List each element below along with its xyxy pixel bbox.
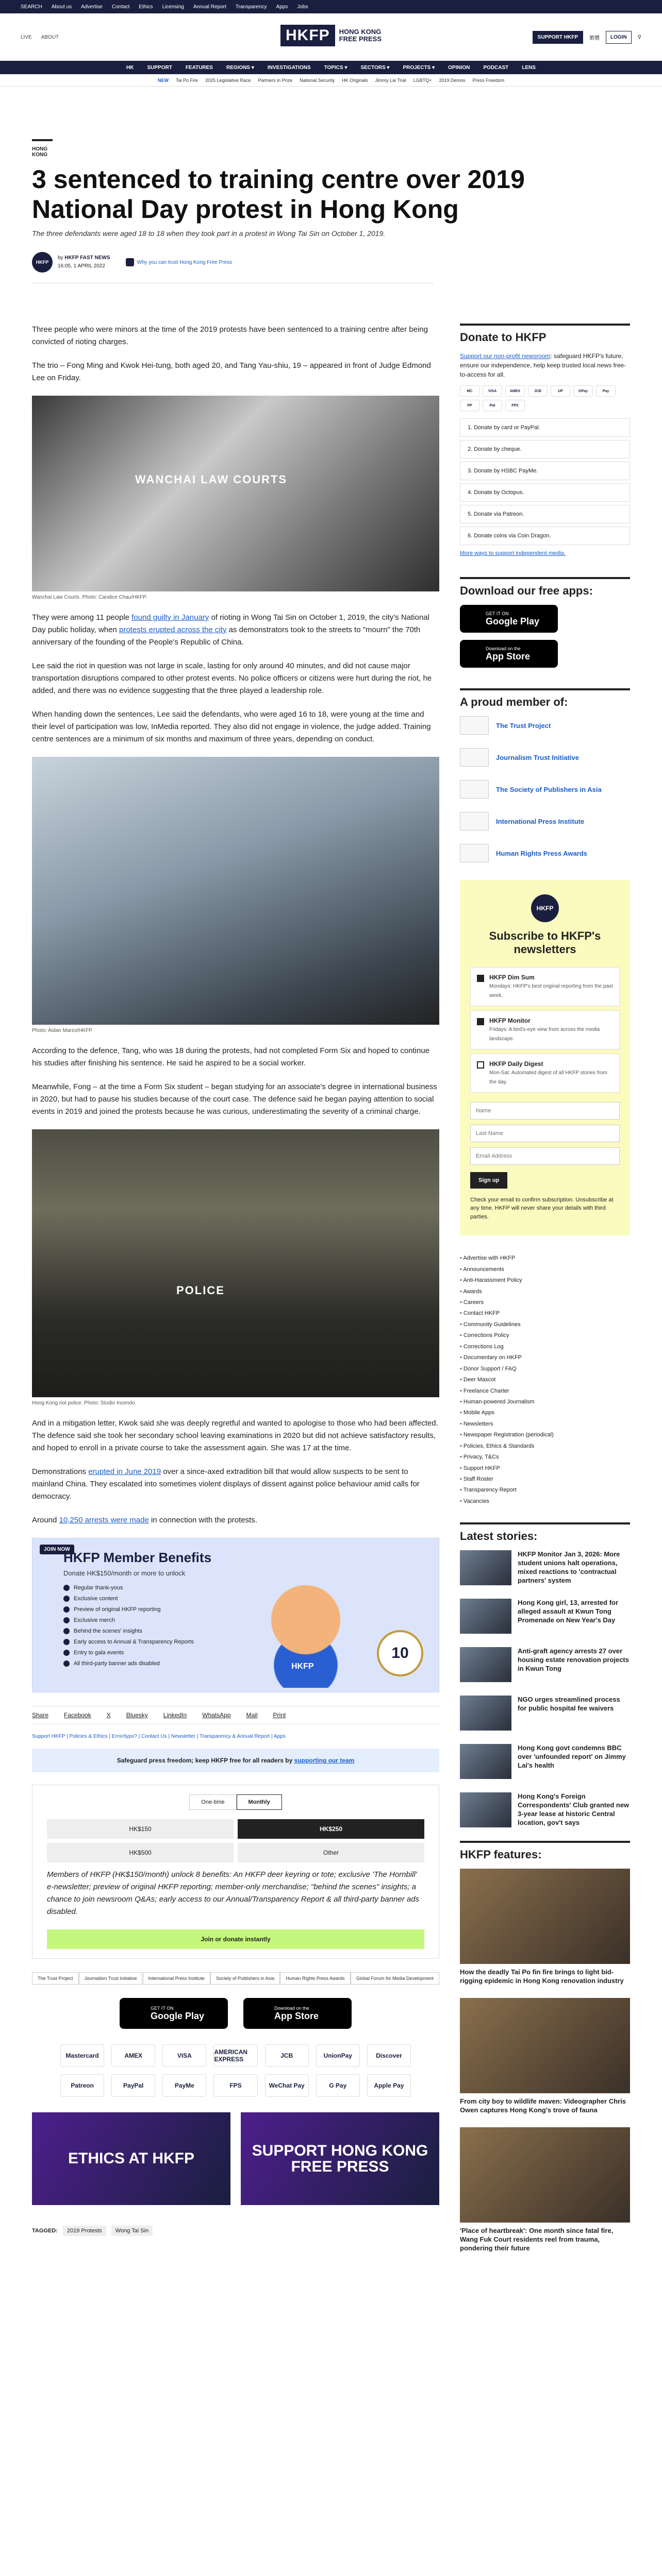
header-link-about[interactable]: ABOUT xyxy=(41,34,59,40)
header-right xyxy=(533,31,641,44)
article-subtitle: The three defendants were aged 18 to 18 when they took part in a protest in Wong Tai Sin on October 1, 2019. xyxy=(32,229,386,238)
logo-wordmark xyxy=(339,28,382,43)
trending-item-1[interactable]: 2025 Legislative Race xyxy=(205,77,251,83)
payment-logo: PayPal xyxy=(111,2074,155,2097)
paragraph-8: And in a mitigation letter, Kwok said she was deeply regretful and wanted to apologise to those who had been affected. The defence said she took her secondary school leaving examinations in 2020 but did not achieve satisfactory results, and hoped to enroll in a private course to take the assessment again. She was 17 at the time. xyxy=(32,1419,438,1452)
donate-option[interactable]: 6. Donate coins via Coin Dragon. xyxy=(460,527,630,545)
member-org[interactable] xyxy=(460,716,630,735)
article-title: 3 sentenced to training centre over 2019 National Day protest in Hong Kong xyxy=(32,165,525,224)
nav-item-support[interactable]: SUPPORT xyxy=(147,64,172,71)
share-x[interactable]: X xyxy=(106,1711,111,1719)
last-name-input[interactable] xyxy=(470,1125,620,1142)
topbar-item-5[interactable]: Licensing xyxy=(162,4,184,10)
sidebar-link[interactable]: • Transparency Report xyxy=(460,1485,630,1496)
press-affiliations xyxy=(32,1972,439,1985)
sidebar-link[interactable]: • Community Guidelines xyxy=(460,1319,630,1330)
main-nav xyxy=(0,61,662,74)
story-headline[interactable]: Hong Kong govt condemns BBC over 'unfounded report' on Jimmy Lai's health xyxy=(518,1744,626,1770)
newsletter-desc: Mon-Sat: Automated digest of all HKFP stories from the day. xyxy=(489,1070,607,1085)
affiliation-logo[interactable]: Journalism Trust Initiative xyxy=(79,1972,143,1985)
affiliation-logo[interactable]: Global Forum for Media Development xyxy=(351,1972,439,1985)
trending-new-badge: NEW xyxy=(157,77,169,83)
topbar-item-9[interactable]: Jobs xyxy=(297,4,308,10)
story-thumbnail[interactable] xyxy=(460,1647,511,1682)
share-bluesky[interactable]: Bluesky xyxy=(126,1711,148,1719)
donate-option[interactable]: 2. Donate by cheque. xyxy=(460,440,630,459)
donate-widget xyxy=(32,1785,439,1959)
trust-link[interactable] xyxy=(126,258,233,266)
story-thumbnail[interactable] xyxy=(460,1696,511,1731)
p3-text-c: as demonstrators took to the streets to "mourn" the 70th anniversary of the founding of the People's Republic of China. xyxy=(32,625,421,647)
sidebar-app-buttons xyxy=(460,605,630,668)
trending-item-6[interactable]: LGBTQ+ xyxy=(413,77,432,83)
payment-logo: G Pay xyxy=(316,2074,360,2097)
trending-item-0[interactable]: Tai Po Fire xyxy=(175,77,198,83)
safeguard-link[interactable]: supporting our team xyxy=(294,1757,355,1764)
language-switch[interactable]: 繁體 xyxy=(589,35,600,41)
site-logo[interactable] xyxy=(280,25,382,46)
story-thumbnail[interactable] xyxy=(460,1599,511,1634)
affiliation-logo[interactable]: Society of Publishers in Asia xyxy=(210,1972,280,1985)
tag-item[interactable]: 2019 Protests xyxy=(63,2226,106,2236)
newsletter-heading: Subscribe to HKFP's newsletters xyxy=(489,929,601,956)
newsletter-logo: HKFP xyxy=(531,894,559,922)
card-icon: FPS xyxy=(505,400,525,411)
donate-option[interactable]: 4. Donate by Octopus. xyxy=(460,483,630,502)
paragraph-2: The trio – Fong Ming and Kwok Hei-tung, both aged 20, and Tang Yau-shiu, 19 – appeared in front of Judge Edmond Lee on Friday. xyxy=(32,361,431,382)
safeguard-text: Safeguard press freedom; keep HKFP free for all readers by xyxy=(117,1757,294,1764)
story-headline[interactable]: Anti-graft agency arrests 27 over housing estate renovation projects in Kwun Tong xyxy=(518,1647,629,1673)
byline-meta xyxy=(58,254,110,270)
photo-police-text: POLICE xyxy=(176,1284,225,1297)
paragraph-3 xyxy=(32,612,439,649)
article-tags xyxy=(32,2226,439,2236)
freq-monthly[interactable]: Monthly xyxy=(237,1794,282,1810)
benefit-item: Exclusive content xyxy=(63,1596,194,1602)
logo-line-1: HONG KONG xyxy=(339,27,382,36)
story-headline[interactable]: Hong Kong's Foreign Correspondents' Club granted new 3-year lease at historic Central location, gov't says xyxy=(518,1792,630,1827)
feature-image[interactable] xyxy=(460,1869,630,1964)
paragraph-6: According to the defence, Tang, who was 18 during the protests, had not completed Form Six and hoped to continue his studies after finishing his sentence. He said he aspired to be a social worker. xyxy=(32,1046,430,1067)
sidebar-link[interactable]: • Support HKFP xyxy=(460,1463,630,1474)
feature-image[interactable] xyxy=(460,2127,630,2223)
payment-logo: AMEX xyxy=(111,2044,155,2067)
feature-image[interactable] xyxy=(460,1998,630,2093)
p3-text-a: They were among 11 people xyxy=(32,613,132,622)
join-now-badge[interactable]: JOIN NOW xyxy=(40,1545,74,1554)
org-logo-icon xyxy=(460,780,489,799)
share-mail[interactable]: Mail xyxy=(246,1711,258,1719)
story-thumbnail[interactable] xyxy=(460,1744,511,1779)
trending-item-2[interactable]: Partners in Prize xyxy=(258,77,293,83)
p10-text-b: in connection with the protests. xyxy=(148,1516,257,1524)
payment-logo: AMERICAN EXPRESS xyxy=(213,2044,257,2067)
trust-link-label: Why you can trust Hong Kong Free Press xyxy=(137,259,233,265)
amount-option-other[interactable]: Other xyxy=(238,1843,424,1862)
store-name: App Store xyxy=(486,651,531,662)
benefit-item: Entry to gala events xyxy=(63,1650,194,1656)
sidebar-link[interactable]: • Mobile Apps xyxy=(460,1408,630,1418)
sidebar-link[interactable]: • Corrections Policy xyxy=(460,1330,630,1341)
feature-headline[interactable]: From city boy to wildlife maven: Videographer Chris Owen captures Hong Kong's trove of fauna xyxy=(460,2097,626,2114)
member-heading: A proud member of: xyxy=(460,688,630,709)
safeguard-banner xyxy=(32,1749,439,1772)
store-name: App Store xyxy=(274,2010,319,2021)
org-logo-icon xyxy=(460,716,489,735)
donation-frequency xyxy=(47,1794,424,1810)
payment-logo: FPS xyxy=(213,2074,257,2097)
paragraph-7: Meanwhile, Fong – at the time a Form Six student – began studying for an associate's degree in international business in 2020, but had to pause his studies because of the court case. The defence said he began paying attention to social events in 2019 and joined the protests because he was curious, underestimating the severity of a criminal charge. xyxy=(32,1082,437,1116)
signup-button[interactable]: Sign up xyxy=(470,1172,507,1189)
link-protests-erupted[interactable]: protests erupted across the city xyxy=(119,625,227,634)
sidebar-link[interactable]: • Anti-Harassment Policy xyxy=(460,1275,630,1286)
freq-one-time[interactable]: One-time xyxy=(189,1794,236,1810)
sidebar xyxy=(460,324,630,2265)
benefit-item: All third-party banner ads disabled xyxy=(63,1660,194,1667)
latest-story[interactable] xyxy=(460,1792,630,1827)
newsletter-note: Check your email to confirm subscription. Unsubscribe at any time. HKFP will never share your details with third parties. xyxy=(470,1196,614,1220)
store-top-text: Download on the xyxy=(274,2005,309,2011)
sidebar-link[interactable]: • Staff Roster xyxy=(460,1474,630,1485)
sidebar-link[interactable]: • Contact HKFP xyxy=(460,1308,630,1319)
feature-headline[interactable]: How the deadly Tai Po fin fire brings to light bid-rigging epidemic in Hong Kong renovation industry xyxy=(460,1968,624,1985)
app-store-buttons xyxy=(32,1998,439,2029)
sidebar-link[interactable]: • Freelance Charter xyxy=(460,1386,630,1397)
nav-item-investigations[interactable]: INVESTIGATIONS xyxy=(267,64,311,71)
deer-shirt-text: HKFP xyxy=(291,1662,314,1671)
ethics-promo[interactable]: ETHICS AT HKFP xyxy=(32,2112,230,2205)
nav-item-features[interactable]: FEATURES xyxy=(185,64,213,71)
benefit-item: Early access to Annual & Transparency Reports xyxy=(63,1639,194,1645)
article-body xyxy=(32,324,439,2236)
topbar-item-1[interactable]: About us xyxy=(51,4,72,10)
latest-heading: Latest stories: xyxy=(460,1522,630,1543)
author-name[interactable]: HKFP FAST NEWS xyxy=(64,255,110,261)
payment-logo: Mastercard xyxy=(60,2044,104,2067)
paragraph-1: Three people who were minors at the time of the 2019 protests have been sentenced to a training centre after being convicted of rioting charges. xyxy=(32,325,428,346)
payment-logo: PayMe xyxy=(162,2074,206,2097)
trending-bar xyxy=(0,74,662,87)
nav-item-podcast[interactable]: PODCAST xyxy=(483,64,509,71)
card-icon: PP xyxy=(460,400,479,411)
card-icon: Pay xyxy=(596,385,616,397)
org-logo-icon xyxy=(460,748,489,767)
article-byline xyxy=(32,252,434,283)
topbar-item-6[interactable]: Annual Report xyxy=(193,4,226,10)
sidebar-link[interactable]: • Newspaper Registration (periodical) xyxy=(460,1430,630,1440)
donation-amounts xyxy=(47,1819,424,1862)
photo-1-caption: Wanchai Law Courts. Photo: Candice Chau/HKFP. xyxy=(32,595,147,600)
sidebar-link[interactable]: • Awards xyxy=(460,1286,630,1297)
donate-option[interactable]: 5. Donate via Patreon. xyxy=(460,505,630,523)
card-icon: Pat xyxy=(483,400,502,411)
p9-text-b: over a since-axed extradition bill that would allow suspects to be sent to mainland China. They escalated into sometimes violent displays of dissent against police behaviour amid calls for democracy. xyxy=(32,1467,420,1501)
share-label: Share xyxy=(32,1711,49,1719)
email-input[interactable] xyxy=(470,1147,620,1165)
amount-option[interactable]: HK$150 xyxy=(47,1819,234,1839)
logo-mark: HKFP xyxy=(280,25,335,46)
benefit-item: Preview of original HKFP reporting xyxy=(63,1606,194,1613)
nav-item-sectors[interactable]: SECTORS ▾ xyxy=(360,64,390,71)
store-name: Google Play xyxy=(486,616,540,626)
more-ways-link[interactable]: More ways to support independent media. xyxy=(460,550,566,556)
story-headline[interactable]: HKFP Monitor Jan 3, 2026: More student unions halt operations, mixed reactions to 'contractual partners' system xyxy=(518,1550,620,1585)
card-icon: UP xyxy=(551,385,570,397)
payment-logo: Patreon xyxy=(60,2074,104,2097)
photo-2-caption: Photo: Aidan Marzo/HKFP. xyxy=(32,1028,93,1033)
logo-line-2: FREE PRESS xyxy=(339,35,382,43)
trending-item-7[interactable]: 2019 Demos xyxy=(439,77,466,83)
nav-item-opinion[interactable]: OPINION xyxy=(448,64,470,71)
newsletter-option[interactable] xyxy=(470,967,620,1006)
payment-methods xyxy=(60,2044,411,2097)
org-name: The Trust Project xyxy=(496,721,551,730)
header-link-live[interactable]: LIVE xyxy=(21,34,32,40)
payment-logo: JCB xyxy=(265,2044,309,2067)
amount-option[interactable]: HK$500 xyxy=(47,1843,234,1862)
photo-court-sign: WANCHAI LAW COURTS xyxy=(135,473,288,486)
nav-item-projects[interactable]: PROJECTS ▾ xyxy=(403,64,435,71)
trending-item-5[interactable]: Jimmy Lai Trial xyxy=(375,77,406,83)
affiliation-logo[interactable]: International Press Institute xyxy=(143,1972,210,1985)
search-icon[interactable]: ⚲ xyxy=(637,34,641,40)
sidebar-link[interactable]: • Privacy, T&Cs xyxy=(460,1452,630,1463)
member-org[interactable] xyxy=(460,748,630,767)
photo-3-caption: Hong Kong riot police. Photo: Studio Incendo. xyxy=(32,1400,137,1406)
support-hkfp-button[interactable]: SUPPORT HKFP xyxy=(533,31,583,44)
feature-story[interactable] xyxy=(460,2127,630,2253)
photo-protest xyxy=(32,757,439,1025)
app-store-button[interactable] xyxy=(243,1998,352,2029)
store-top-text: Download on the xyxy=(486,646,521,651)
store-top-text: GET IT ON xyxy=(486,611,509,616)
checkbox-checked[interactable] xyxy=(477,975,484,982)
link-arrests[interactable]: 10,250 arrests were made xyxy=(59,1516,149,1524)
newsletter-option[interactable] xyxy=(470,1054,620,1093)
author-avatar[interactable]: HKFP xyxy=(32,252,53,273)
benefits-list xyxy=(63,1585,194,1671)
member-benefits-banner[interactable] xyxy=(32,1538,439,1692)
p3-text-b: of rioting in Wong Tai Sin on October 1, 2019, the city's National Day public holiday, when xyxy=(32,613,429,634)
story-headline[interactable]: NGO urges streamlined process for public hospital fee waivers xyxy=(518,1696,620,1713)
store-name: Google Play xyxy=(151,2010,205,2021)
p9-text-a: Demonstrations xyxy=(32,1467,89,1476)
affiliation-logo[interactable]: The Trust Project xyxy=(32,1972,79,1985)
org-name: The Society of Publishers in Asia xyxy=(496,785,602,793)
newsletter-name: HKFP Monitor xyxy=(489,1016,531,1024)
nav-item-lens[interactable]: LENS xyxy=(522,64,536,71)
google-play-button[interactable] xyxy=(460,605,558,633)
org-name: Human Rights Press Awards xyxy=(496,849,587,857)
photo-riot-police xyxy=(32,1129,439,1397)
join-donate-button[interactable]: Join or donate instantly xyxy=(47,1929,424,1949)
share-whatsapp[interactable]: WhatsApp xyxy=(202,1711,231,1719)
card-icon: AMEX xyxy=(505,385,525,397)
sidebar-link[interactable]: • Advertise with HKFP xyxy=(460,1253,630,1264)
benefit-item: Behind the scenes' insights xyxy=(63,1628,194,1634)
donate-blurb-text: : safeguard HKFP's future, ensure our independence, help keep trusted local news free-to-access for all. xyxy=(460,352,626,378)
checkbox-unchecked[interactable] xyxy=(477,1061,484,1069)
support-promo[interactable]: SUPPORT HONG KONG FREE PRESS xyxy=(241,2112,439,2205)
story-thumbnail[interactable] xyxy=(460,1792,511,1827)
top-utility-bar xyxy=(0,0,662,13)
checkbox-checked[interactable] xyxy=(477,1018,484,1025)
newsletter-desc: Fridays: A bird's-eye view from across the media landscape. xyxy=(489,1026,600,1042)
benefit-item: Exclusive merch xyxy=(63,1617,194,1623)
share-bar xyxy=(32,1706,439,1724)
share-print[interactable]: Print xyxy=(273,1711,286,1719)
sidebar-link[interactable]: • Newsletters xyxy=(460,1419,630,1430)
sidebar-link[interactable]: • Careers xyxy=(460,1297,630,1308)
header-left-links xyxy=(21,35,59,40)
paragraph-10 xyxy=(32,1514,439,1527)
sidebar-payment-icons xyxy=(460,385,630,411)
feature-headline[interactable]: 'Place of heartbreak': One month since fatal fire, Wang Fuk Court residents reel from trauma, pondering their future xyxy=(460,2226,614,2252)
card-icon: MC xyxy=(460,385,479,397)
story-thumbnail[interactable] xyxy=(460,1550,511,1585)
trending-item-8[interactable]: Press Freedom xyxy=(472,77,504,83)
membership-note: Members of HKFP (HK$150/month) unlock 8 benefits: An HKFP deer keyring or tote; exclusive 'The Hornbill' e-newsletter; preview of original HKFP reporting; member-only merchandise; "behind the scenes" insights; a chance to join newsroom Q&As; early access to our Annual/Transparency Report & all third-party banner ads disabled. xyxy=(47,1870,420,1916)
benefit-item: Regular thank-yous xyxy=(63,1585,194,1591)
card-icon: GPay xyxy=(573,385,593,397)
newsletter-signup xyxy=(460,880,630,1235)
sidebar-link[interactable]: • Vacancies xyxy=(460,1496,630,1507)
article-footer-links[interactable]: Support HKFP | Policies & Ethics | Error/typo? | Contact Us | Newsletter | Transparency & Annual Report | Apps xyxy=(32,1734,286,1739)
topbar-item-2[interactable]: Advertise xyxy=(81,4,103,10)
sidebar-link[interactable]: • Corrections Log xyxy=(460,1342,630,1352)
store-top-text: GET IT ON xyxy=(151,2005,174,2011)
publish-date: 16:05, 1 APRIL 2022 xyxy=(58,263,105,269)
member-org[interactable] xyxy=(460,780,630,799)
nav-item-hk[interactable]: HK xyxy=(126,64,134,71)
sidebar-link[interactable]: • Donor Support / FAQ xyxy=(460,1364,630,1375)
link-june-2019[interactable]: erupted in June 2019 xyxy=(88,1467,161,1476)
payment-logo: UnionPay xyxy=(316,2044,360,2067)
payment-logo: WeChat Pay xyxy=(265,2074,309,2097)
donate-heading: Donate to HKFP xyxy=(460,324,630,344)
feature-story[interactable] xyxy=(460,1869,630,1986)
donate-option[interactable]: 1. Donate by card or PayPal. xyxy=(460,418,630,437)
google-play-button[interactable] xyxy=(120,1998,228,2029)
donate-link[interactable]: Support our non-profit newsroom xyxy=(460,352,551,360)
features-heading: HKFP features: xyxy=(460,1841,630,1861)
share-linkedin[interactable]: LinkedIn xyxy=(163,1711,187,1719)
latest-story[interactable] xyxy=(460,1550,630,1585)
topbar-item-4[interactable]: Ethics xyxy=(139,4,153,10)
trending-item-4[interactable]: HK Originals xyxy=(342,77,368,83)
member-org[interactable] xyxy=(460,812,630,831)
topbar-item-0[interactable]: SEARCH xyxy=(21,4,42,10)
nav-item-regions[interactable]: REGIONS ▾ xyxy=(226,64,254,71)
sidebar-links xyxy=(460,1253,630,1507)
org-name: International Press Institute xyxy=(496,817,585,825)
member-org[interactable] xyxy=(460,844,630,862)
affiliation-logo[interactable]: Human Rights Press Awards xyxy=(280,1972,350,1985)
paragraph-4: Lee said the riot in question was not large in scale, lasting for only around 40 minutes, and did not cause major transportation disruptions compared to other protest events. No police officers or citizens were hurt during the riot, he added, and there was no evidence suggesting that the three played a leadership role. xyxy=(32,662,432,695)
member-organisations xyxy=(460,716,630,862)
link-found-guilty[interactable]: found guilty in January xyxy=(131,613,209,622)
payment-logo: VISA xyxy=(162,2044,206,2067)
donate-blurb xyxy=(460,351,630,379)
sidebar-link[interactable]: • Deer Mascot xyxy=(460,1375,630,1385)
login-button[interactable]: LOGIN xyxy=(606,31,632,44)
photo-law-courts xyxy=(32,396,439,591)
trending-item-3[interactable]: National Security xyxy=(300,77,335,83)
org-logo-icon xyxy=(460,812,489,831)
topbar-item-3[interactable]: Contact xyxy=(111,4,130,10)
donate-option[interactable]: 3. Donate by HSBC PayMe. xyxy=(460,462,630,480)
payment-logo: Discover xyxy=(367,2044,411,2067)
sidebar-link[interactable]: • Documentary on HKFP xyxy=(460,1352,630,1363)
newsletter-option[interactable] xyxy=(470,1010,620,1049)
paragraph-9 xyxy=(32,1466,439,1503)
sidebar-link[interactable]: • Human-powered Journalism xyxy=(460,1397,630,1408)
promo-banners xyxy=(32,2112,439,2205)
app-store-button[interactable] xyxy=(460,640,558,668)
newsletter-desc: Mondays: HKFP's best original reporting from the past week. xyxy=(489,983,613,998)
feature-story[interactable] xyxy=(460,1998,630,2115)
benefits-title: HKFP Member Benefits xyxy=(63,1550,212,1565)
share-facebook[interactable]: Facebook xyxy=(64,1711,91,1719)
article-page xyxy=(32,112,630,2252)
card-icon: JCB xyxy=(528,385,548,397)
deer-mascot-icon xyxy=(254,1574,357,1688)
apps-heading: Download our free apps: xyxy=(460,577,630,598)
topbar-item-7[interactable]: Transparency xyxy=(235,4,267,10)
trust-icon xyxy=(126,258,134,266)
sidebar-link[interactable]: • Announcements xyxy=(460,1264,630,1275)
paragraph-5: When handing down the sentences, Lee said the defendants, who were aged 16 to 18, were young at the time and their level of participation was low, InMedia reported. They also did not engage in violence, the judge added. Training centre sentences are a minimum of six months and maximum of three years, depending on conduct. xyxy=(32,710,431,743)
article-category[interactable]: HONG KONG xyxy=(32,139,53,158)
story-headline[interactable]: Hong Kong girl, 13, arrested for alleged assault at Kwun Tong Promenade on New Year's Day xyxy=(518,1599,619,1624)
org-name: Journalism Trust Initiative xyxy=(496,753,580,761)
newsletter-name: HKFP Dim Sum xyxy=(489,973,535,981)
card-icon: VISA xyxy=(483,385,502,397)
author-prefix: by xyxy=(58,255,63,261)
latest-stories xyxy=(460,1550,630,1827)
topbar-item-8[interactable]: Apps xyxy=(276,4,288,10)
nav-item-topics[interactable]: TOPICS ▾ xyxy=(324,64,347,71)
latest-story[interactable] xyxy=(460,1647,630,1682)
payment-logo: Apple Pay xyxy=(367,2074,411,2097)
tags-label: TAGGED: xyxy=(32,2228,58,2234)
site-header xyxy=(0,13,662,61)
sidebar-link[interactable]: • Policies, Ethics & Standards xyxy=(460,1441,630,1452)
latest-story[interactable] xyxy=(460,1744,630,1779)
tag-item[interactable]: Wong Tai Sin xyxy=(111,2226,153,2236)
anniversary-badge: 10 xyxy=(377,1630,423,1676)
benefits-subtitle: Donate HK$150/month or more to unlock xyxy=(63,1569,186,1577)
latest-story[interactable] xyxy=(460,1599,630,1634)
name-input[interactable] xyxy=(470,1102,620,1120)
amount-option-selected[interactable]: HK$250 xyxy=(238,1819,424,1839)
latest-story[interactable] xyxy=(460,1696,630,1731)
org-logo-icon xyxy=(460,844,489,862)
feature-stories xyxy=(460,1869,630,2252)
newsletter-name: HKFP Daily Digest xyxy=(489,1060,543,1067)
p10-text-a: Around xyxy=(32,1516,59,1524)
